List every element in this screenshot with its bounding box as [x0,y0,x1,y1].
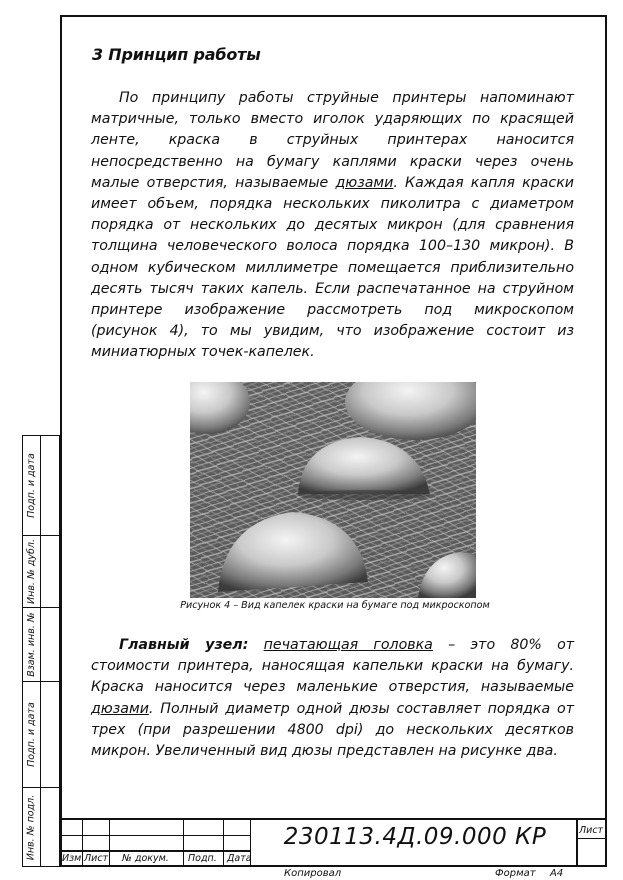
copied-label: Копировал [284,868,342,879]
microscope-figure [190,382,476,598]
figure-caption: Рисунок 4 – Вид капелек краски на бумаге под микроскопом [180,600,490,611]
title-block-gridline [223,820,224,867]
side-stamp-label: Инв. № дубл. [25,538,37,604]
column-doc-number: № докум. [122,853,169,864]
side-stamp-label: Подп. и дата [25,452,37,518]
title-block-gridline [109,820,110,867]
title-block-gridline [60,850,250,852]
side-stamp-label: Взам. инв. № [25,611,37,677]
column-signature: Подп. [188,853,217,864]
title-block-gridline [60,835,250,836]
ink-droplets-image [190,382,476,598]
document-number: 230113.4Д.09.000 КР [283,824,547,850]
term-dyuzy-link[interactable]: дюзами [91,700,149,717]
title-block-gridline [60,820,61,867]
side-stamp-label: Подп. и дата [25,701,37,767]
sheet-label: Лист [579,825,604,836]
format-label: Формат [495,868,536,879]
paragraph-text: . Каждая капля краски имеет объем, порядка нескольких пиколитра с диаметром порядка от нескольких до десятых микрон (для сравнения толщина человеческого волоса порядка 100–130 микрон). В одном кубическом миллиметре помещается приблизительно десять тысяч таких капель. Если распечатанное на струйном принтере изображение рассмотреть под микроскопом (рисунок 4), то мы увидим, что изображение состоит из миниатюрных точек-капелек. [91,174,574,361]
term-dyuzy-link[interactable]: дюзами [335,174,394,191]
side-stamp [22,435,60,867]
paragraph-text: – это 80% от стоимости принтера, наносящая капельки краски на бумагу. Краска наносится через маленькие отверстия, называемые [91,637,575,696]
paragraph-text: По принципу работы струйные принтеры напоминают матричные, только вместо иголок ударяющих по красящей ленте, краска в струйных принтерах наносится непосредственно на бумагу каплями краски через очень малые отверстия, называемые [91,90,574,191]
side-stamp-label: Инв. № подл. [25,794,37,860]
main-unit-label: Главный узел: [119,637,249,653]
section-heading: 3 Принцип работы [92,45,261,64]
column-date: Дата [227,853,252,864]
column-list: Лист [84,853,109,864]
column-izm: Изм. [62,853,85,864]
term-print-head-link[interactable]: печатающая головка [263,637,433,653]
paragraph-text: . Полный диаметр одной дюзы составляет порядка от трех (при разрешении 4800 dpi) до нескольких десятков микрон. Увеличенный вид дюзы представлен на рисунке два. [91,700,574,760]
title-block-gridline [576,838,607,839]
title-block-gridline [183,820,184,867]
format-value: А4 [550,868,564,879]
paragraph-main-unit [91,635,574,762]
side-stamp-value-column [40,435,60,867]
paragraph-principle [91,88,574,364]
